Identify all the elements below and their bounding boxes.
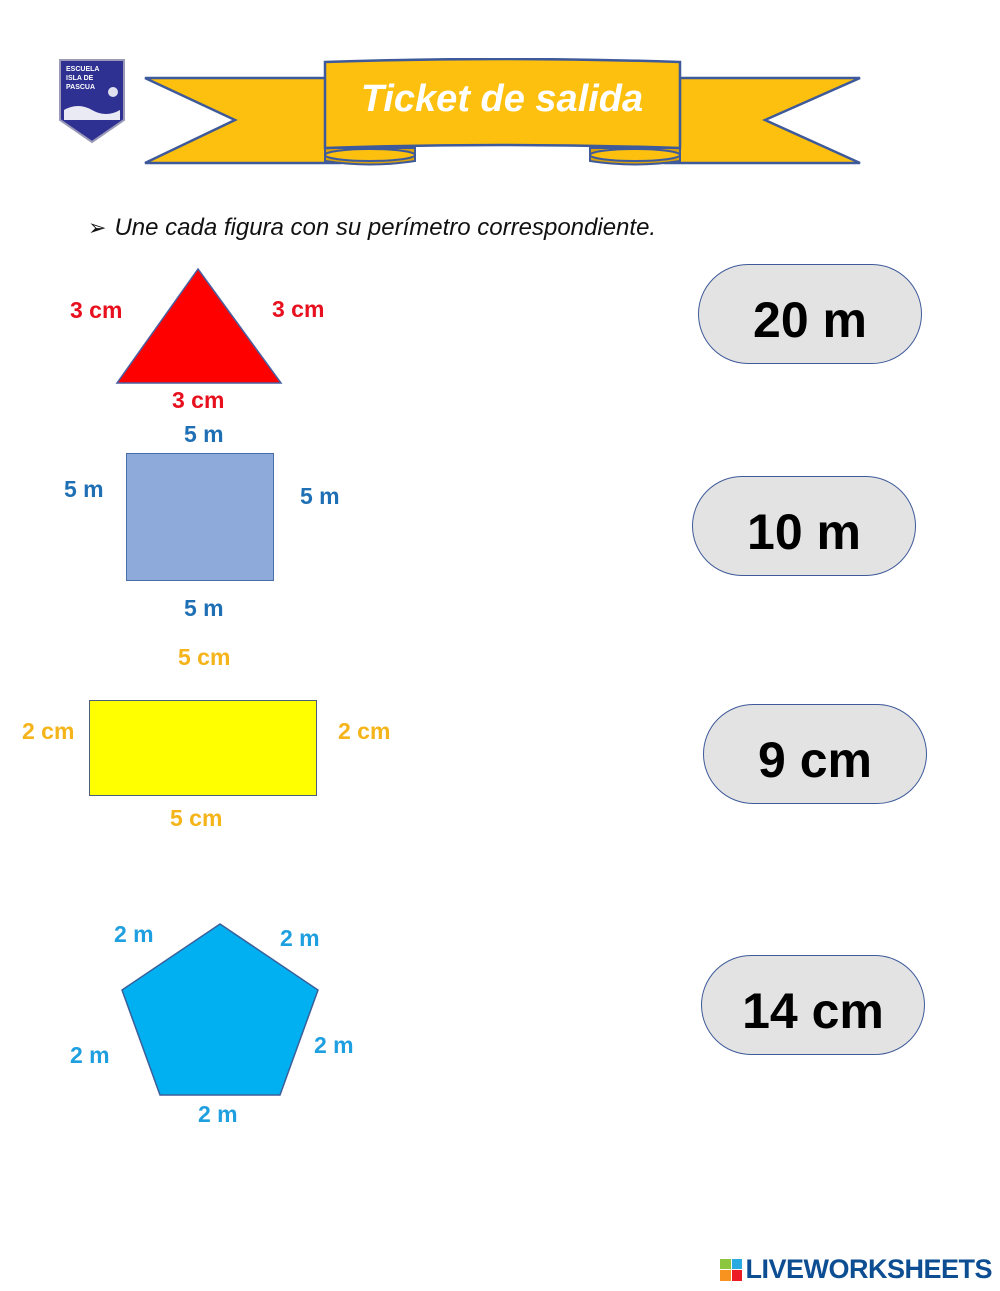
pentagon-bottom-label: 2 m — [198, 1101, 238, 1127]
answer-pill-14cm[interactable] — [701, 955, 925, 1055]
pentagon-figure[interactable] — [118, 920, 322, 1100]
rectangle-figure[interactable] — [89, 700, 317, 796]
liveworksheets-logo-icon — [720, 1259, 742, 1281]
square-right-label: 5 m — [300, 483, 340, 509]
brand-name: LIVEWORKSHEETS — [745, 1254, 992, 1284]
school-logo — [58, 58, 126, 144]
bullet-arrow-icon: ➢ — [88, 215, 107, 240]
logo-line-2: ISLA DE — [66, 75, 94, 82]
logo-line-3: PASCUA — [66, 84, 96, 91]
answer-text: 10 m — [747, 504, 861, 560]
square-top-label: 5 m — [184, 421, 224, 447]
answer-pill-10m[interactable] — [692, 476, 916, 576]
answer-pill-20m[interactable] — [698, 264, 922, 364]
pentagon-top-left-label: 2 m — [114, 921, 154, 947]
banner-title: Ticket de salida — [360, 78, 644, 120]
square-bottom-label: 5 m — [184, 595, 224, 621]
answer-pill-9cm[interactable] — [703, 704, 927, 804]
triangle-bottom-label: 3 cm — [172, 387, 225, 413]
pentagon-left-label: 2 m — [70, 1042, 110, 1068]
triangle-right-label: 3 cm — [272, 296, 325, 322]
square-left-label: 5 m — [64, 476, 104, 502]
answer-text: 14 cm — [742, 983, 884, 1039]
triangle-left-label: 3 cm — [70, 297, 123, 323]
liveworksheets-brand[interactable] — [720, 1254, 992, 1285]
rectangle-left-label: 2 cm — [22, 718, 75, 744]
rectangle-right-label: 2 cm — [338, 718, 391, 744]
triangle-figure[interactable] — [112, 266, 286, 388]
answer-text: 20 m — [753, 292, 867, 348]
instruction — [88, 214, 656, 242]
logo-line-1: ESCUELA — [66, 66, 100, 73]
answer-text: 9 cm — [758, 732, 872, 788]
title-banner — [140, 58, 865, 173]
square-figure[interactable] — [126, 453, 274, 581]
pentagon-top-right-label: 2 m — [280, 925, 320, 951]
rectangle-top-label: 5 cm — [178, 644, 231, 670]
rectangle-bottom-label: 5 cm — [170, 805, 223, 831]
pentagon-right-label: 2 m — [314, 1032, 354, 1058]
instruction-text: Une cada figura con su perímetro correspondiente. — [114, 214, 657, 241]
logo-city: PENCO — [79, 124, 105, 131]
